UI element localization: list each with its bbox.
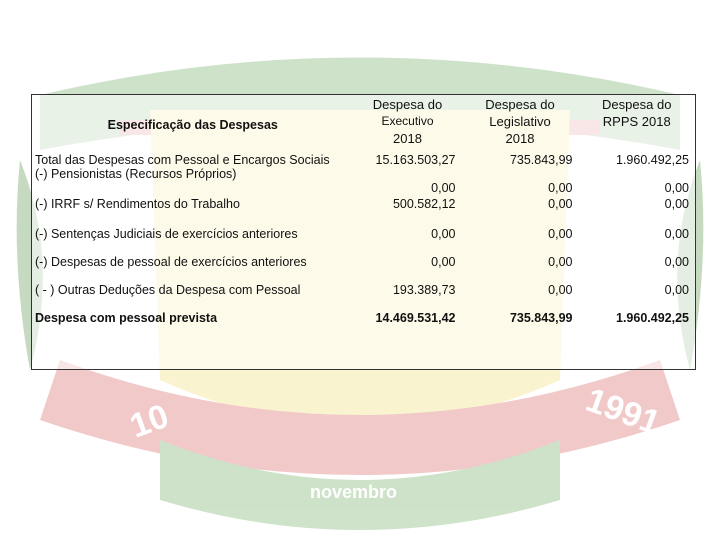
cell-value: 0,00 [548, 180, 573, 195]
row-desc: (-) Despesas de pessoal de exercícios anteriores [35, 254, 307, 269]
row-desc: ( - ) Outras Deduções da Despesa com Pessoal [35, 282, 301, 297]
header-spec: Especificação das Despesas [107, 117, 278, 132]
cell-value: 0,00 [664, 180, 689, 195]
header-executivo [354, 95, 462, 153]
table-row [32, 255, 696, 283]
row-rpps: 0,00 [664, 226, 689, 241]
row-rpps: 0,00 [664, 282, 689, 297]
row-rpps [579, 153, 696, 197]
header-rpps-line1: Despesa do [602, 97, 672, 112]
row-legislativo: 0,00 [548, 282, 573, 297]
total-rpps: 1.960.492,25 [616, 310, 689, 325]
crest-text-left: 10 [125, 396, 174, 446]
total-executivo: 14.469.531,42 [375, 310, 456, 325]
row-rpps: 0,00 [664, 254, 689, 269]
row-legislativo: 0,00 [548, 254, 573, 269]
row-desc: (-) Sentenças Judiciais de exercícios anteriores [35, 226, 298, 241]
cell-value: 735.843,99 [509, 152, 573, 167]
table-row [32, 197, 696, 227]
header-executivo-line3: 2018 [393, 131, 422, 146]
total-legislativo: 735.843,99 [509, 310, 573, 325]
table-total-row [32, 311, 696, 370]
row-desc-text: Total das Despesas com Pessoal e Encargos Sociais [35, 152, 330, 167]
crest-text-bottom: novembro [310, 482, 398, 502]
row-legislativo: 0,00 [548, 226, 573, 241]
row-executivo: 500.582,12 [392, 196, 456, 211]
row-desc-text: (-) Pensionistas (Recursos Próprios) [35, 166, 237, 181]
header-executivo-line1: Despesa do [372, 97, 443, 112]
row-desc [32, 153, 354, 197]
row-legislativo [462, 153, 579, 197]
personnel-expense-table-container [31, 94, 695, 370]
row-executivo [354, 153, 462, 197]
table-header-row [32, 95, 696, 153]
header-legislativo-line2: Legislativo [489, 114, 551, 129]
row-legislativo: 0,00 [548, 196, 573, 211]
table-row [32, 227, 696, 255]
crest-text-right: 1991 [581, 380, 666, 443]
row-executivo: 0,00 [431, 254, 456, 269]
header-executivo-line2: Executivo [381, 114, 434, 128]
cell-value: 1.960.492,25 [616, 152, 689, 167]
table-row [32, 153, 696, 197]
header-rpps-line2: RPPS 2018 [602, 114, 671, 129]
cell-value: 0,00 [431, 180, 456, 195]
header-legislativo-line3: 2018 [505, 131, 535, 146]
total-desc: Despesa com pessoal prevista [35, 310, 218, 325]
header-legislativo [462, 95, 579, 153]
cell-value: 15.163.503,27 [375, 152, 456, 167]
row-executivo: 0,00 [431, 226, 456, 241]
table-row [32, 283, 696, 311]
header-rpps [579, 95, 696, 153]
row-executivo: 193.389,73 [392, 282, 456, 297]
row-desc: (-) IRRF s/ Rendimentos do Trabalho [35, 196, 240, 211]
header-legislativo-line1: Despesa do [485, 97, 555, 112]
personnel-expense-table [31, 94, 696, 370]
row-rpps: 0,00 [664, 196, 689, 211]
